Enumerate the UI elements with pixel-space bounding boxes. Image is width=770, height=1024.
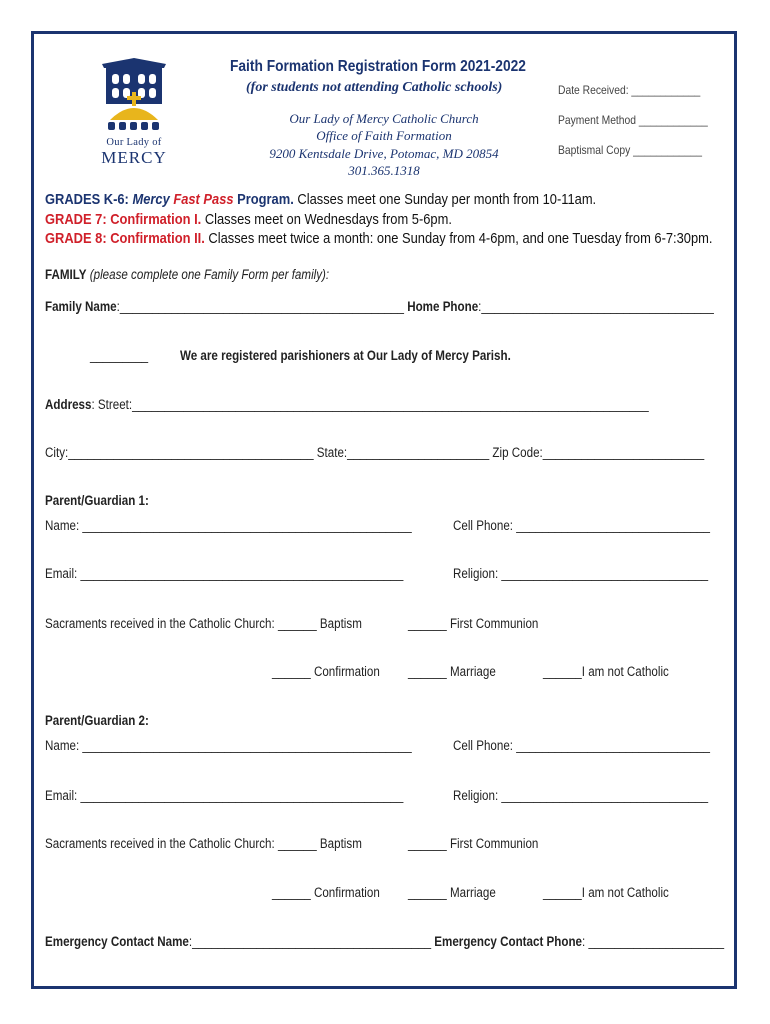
parent2-name-field[interactable]: Name: ___________________________________________________: [45, 738, 412, 753]
address-label: Address: [45, 397, 92, 412]
grade7-text: Classes meet on Wednesdays from 5-6pm.: [204, 211, 452, 228]
family-heading: [45, 267, 329, 282]
family-name-label: Family Name: [45, 299, 117, 314]
parent1-heading: Parent/Guardian 1:: [45, 493, 149, 508]
emergency-phone-label: Emergency Contact Phone: [434, 934, 583, 949]
church-name: Our Lady of Mercy Catholic Church: [289, 111, 479, 126]
church-phone: 301.365.1318: [348, 163, 420, 178]
parent1-confirmation-field[interactable]: ______ Confirmation: [272, 664, 380, 679]
address-row: [45, 397, 649, 412]
payment-method-field[interactable]: Payment Method ____________: [558, 113, 708, 127]
church-icon: [98, 56, 170, 136]
family-name-row: [45, 299, 714, 314]
date-received-field[interactable]: Date Received: ____________: [558, 83, 701, 97]
parent1-religion-field[interactable]: Religion: ________________________________: [453, 566, 709, 581]
parent2-marriage-field[interactable]: ______ Marriage: [408, 885, 496, 900]
parent1-marriage-field[interactable]: ______ Marriage: [408, 664, 496, 679]
parent2-not-catholic-field[interactable]: ______I am not Catholic: [543, 885, 669, 900]
city-state-zip-field[interactable]: City:______________________________________ State:______________________ Zip Code:_________________________: [45, 445, 705, 460]
grades-k6-line: [45, 191, 596, 208]
grade7-label: GRADE 7: Confirmation I.: [45, 211, 202, 228]
baptismal-copy-field[interactable]: Baptismal Copy ____________: [558, 143, 703, 157]
family-note: (please complete one Family Form per family):: [89, 267, 330, 282]
family-label: FAMILY: [45, 267, 87, 282]
home-phone-label: Home Phone: [407, 299, 479, 314]
parent2-baptism-field[interactable]: Sacraments received in the Catholic Church: ______ Baptism: [45, 836, 362, 851]
parent2-cell-field[interactable]: Cell Phone: ______________________________: [453, 738, 710, 753]
emergency-row: [45, 934, 724, 949]
emergency-name-label: Emergency Contact Name: [45, 934, 189, 949]
parent2-first-communion-field[interactable]: ______ First Communion: [408, 836, 539, 851]
grade8-text: Classes meet twice a month: one Sunday from 4-6pm, and one Tuesday from 6-7:30pm.: [208, 230, 713, 247]
logo-line2: MERCY: [101, 148, 167, 167]
parent2-email-field[interactable]: Email: __________________________________________________: [45, 788, 404, 803]
emergency-name-field[interactable]: :_____________________________________: [188, 934, 432, 949]
parent2-confirmation-field[interactable]: ______ Confirmation: [272, 885, 380, 900]
office-name: Office of Faith Formation: [316, 128, 452, 143]
street-field[interactable]: : Street:________________________________________________________________________________: [91, 397, 649, 412]
emergency-phone-field[interactable]: : _____________________: [582, 934, 725, 949]
parent1-name-field[interactable]: Name: ___________________________________________________: [45, 518, 412, 533]
family-name-field[interactable]: :____________________________________________: [116, 299, 404, 314]
parent1-first-communion-field[interactable]: ______ First Communion: [408, 616, 539, 631]
parent2-religion-field[interactable]: Religion: ________________________________: [453, 788, 709, 803]
parish-blank-field[interactable]: _________: [90, 348, 149, 363]
mercy-text: Mercy: [132, 191, 170, 208]
parent1-baptism-field[interactable]: Sacraments received in the Catholic Church: ______ Baptism: [45, 616, 362, 631]
parent1-not-catholic-field[interactable]: ______I am not Catholic: [543, 664, 669, 679]
home-phone-field[interactable]: :____________________________________: [478, 299, 714, 314]
program-text: Program.: [237, 191, 294, 208]
grade8-label: GRADE 8: Confirmation II.: [45, 230, 205, 247]
parent2-heading: Parent/Guardian 2:: [45, 713, 149, 728]
parish-statement: We are registered parishioners at Our Lady of Mercy Parish.: [180, 348, 511, 363]
parent1-email-field[interactable]: Email: __________________________________________________: [45, 566, 404, 581]
grade7-line: [45, 211, 452, 228]
church-address: 9200 Kentsdale Drive, Potomac, MD 20854: [269, 146, 499, 161]
fast-pass-text: Fast Pass: [173, 191, 234, 208]
logo-line1: Our Lady of: [106, 137, 162, 148]
grades-k6-text: Classes meet one Sunday per month from 10-11am.: [297, 191, 597, 208]
grade8-line: [45, 230, 712, 247]
grades-k6-label: GRADES K-6:: [45, 191, 129, 208]
parent1-cell-field[interactable]: Cell Phone: ______________________________: [453, 518, 710, 533]
form-subtitle: (for students not attending Catholic schools): [246, 80, 503, 95]
form-title: Faith Formation Registration Form 2021-2022: [230, 58, 526, 75]
